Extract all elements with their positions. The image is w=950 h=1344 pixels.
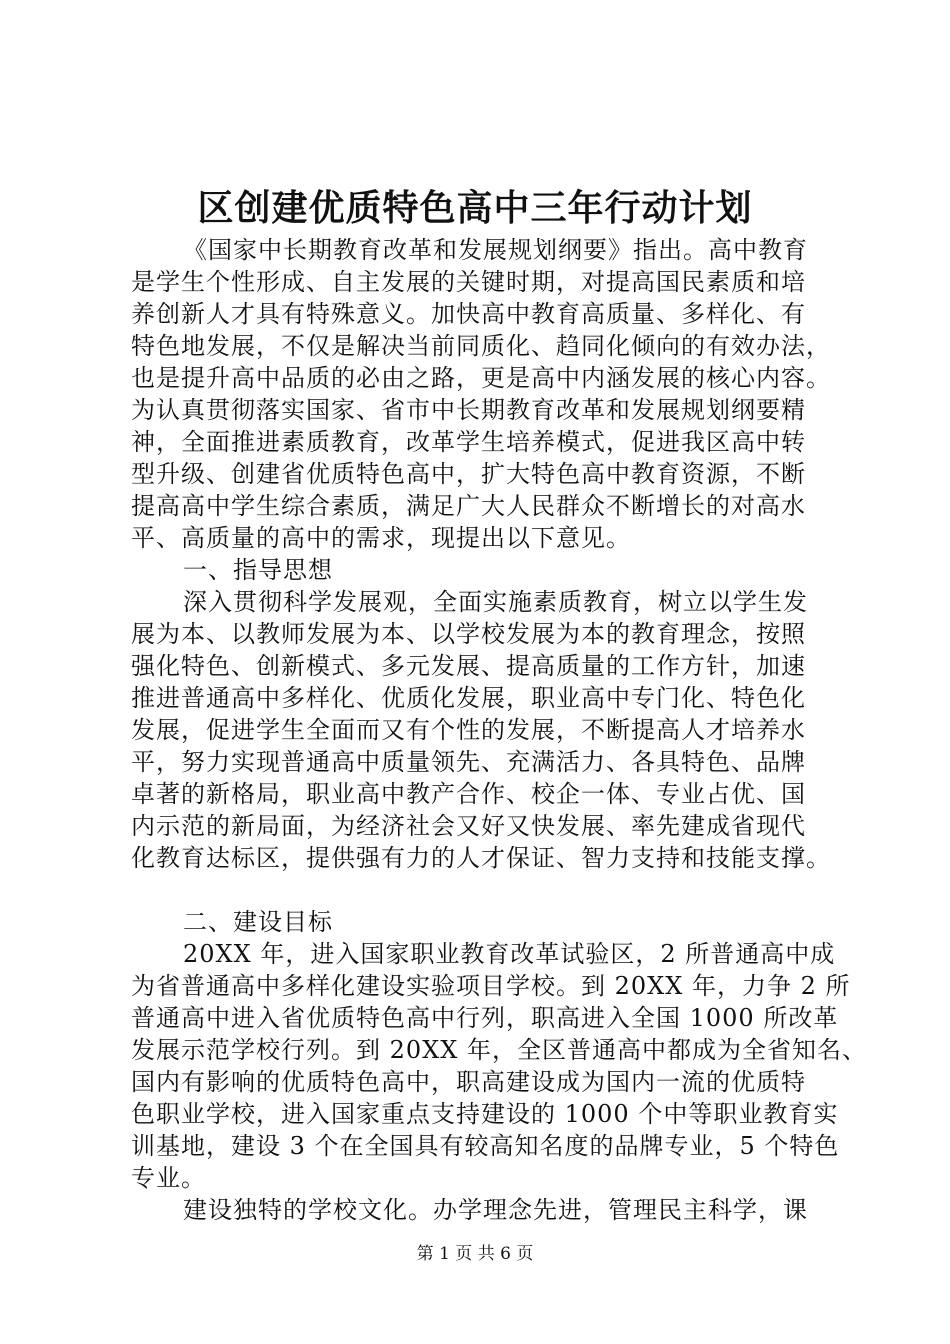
paragraph-line: 特色地发展，不仅是解决当前同质化、趋同化倾向的有效办法， xyxy=(131,332,831,360)
paragraph-line: 化教育达标区，提供强有力的人才保证、智力支持和技能支撑。 xyxy=(131,844,831,872)
paragraph-line: 是学生个性形成、自主发展的关键时期，对提高国民素质和培 xyxy=(131,268,806,296)
paragraph-line: 专业。 xyxy=(131,1164,206,1192)
section-heading: 一、指导思想 xyxy=(183,556,333,584)
section-heading: 二、建设目标 xyxy=(183,908,333,936)
paragraph-line: 发展示范学校行列。到 20XX 年，全区普通高中都成为全省知名、 xyxy=(131,1036,867,1064)
paragraph-line: 提高高中学生综合素质，满足广大人民群众不断增长的对高水 xyxy=(131,492,806,520)
paragraph-line: 色职业学校，进入国家重点支持建设的 1000 个中等职业教育实 xyxy=(131,1100,839,1128)
paragraph-line: 内示范的新局面，为经济社会又好又快发展、率先建成省现代 xyxy=(131,812,806,840)
paragraph-line: 平，努力实现普通高中质量领先、充满活力、各具特色、品牌 xyxy=(131,748,806,776)
paragraph-line: 普通高中进入省优质特色高中行列，职高进入全国 1000 所改革 xyxy=(131,1004,839,1032)
paragraph-line: 为认真贯彻落实国家、省市中长期教育改革和发展规划纲要精 xyxy=(131,396,806,424)
paragraph-line: 卓著的新格局，职业高中教产合作、校企一体、专业占优、国 xyxy=(131,780,806,808)
page-number: 第 1 页 共 6 页 xyxy=(416,1244,534,1264)
paragraph-line: 深入贯彻科学发展观，全面实施素质教育，树立以学生发 xyxy=(183,588,808,616)
paragraph-line: 发展，促进学生全面而又有个性的发展，不断提高人才培养水 xyxy=(131,716,806,744)
paragraph-line: 20XX 年，进入国家职业教育改革试验区，2 所普通高中成 xyxy=(183,940,836,968)
paragraph-line: 国内有影响的优质特色高中，职高建设成为国内一流的优质特 xyxy=(131,1068,806,1096)
blank-line xyxy=(131,874,849,906)
paragraph-line: 型升级、创建省优质特色高中，扩大特色高中教育资源，不断 xyxy=(131,460,806,488)
paragraph-line: 养创新人才具有特殊意义。加快高中教育高质量、多样化、有 xyxy=(131,300,806,328)
paragraph-line: 为省普通高中多样化建设实验项目学校。到 20XX 年，力争 2 所 xyxy=(131,972,851,1000)
paragraph-line: 训基地，建设 3 个在全国具有较高知名度的品牌专业，5 个特色 xyxy=(131,1132,840,1160)
paragraph-line: 《国家中长期教育改革和发展规划纲要》指出。高中教育 xyxy=(183,236,808,264)
paragraph-line: 神，全面推进素质教育，改革学生培养模式，促进我区高中转 xyxy=(131,428,806,456)
paragraph-line: 建设独特的学校文化。办学理念先进，管理民主科学，课 xyxy=(183,1196,808,1224)
paragraph-line: 展为本、以教师发展为本、以学校发展为本的教育理念，按照 xyxy=(131,620,806,648)
paragraph-line: 推进普通高中多样化、优质化发展，职业高中专门化、特色化 xyxy=(131,684,806,712)
paragraph-line: 强化特色、创新模式、多元发展、提高质量的工作方针，加速 xyxy=(131,652,806,680)
document-body xyxy=(131,234,867,1226)
paragraph-line: 平、高质量的高中的需求，现提出以下意见。 xyxy=(131,524,631,552)
document-title: 区创建优质特色高中三年行动计划 xyxy=(197,187,753,229)
paragraph-line: 也是提升高中品质的必由之路，更是高中内涵发展的核心内容。 xyxy=(131,364,831,392)
